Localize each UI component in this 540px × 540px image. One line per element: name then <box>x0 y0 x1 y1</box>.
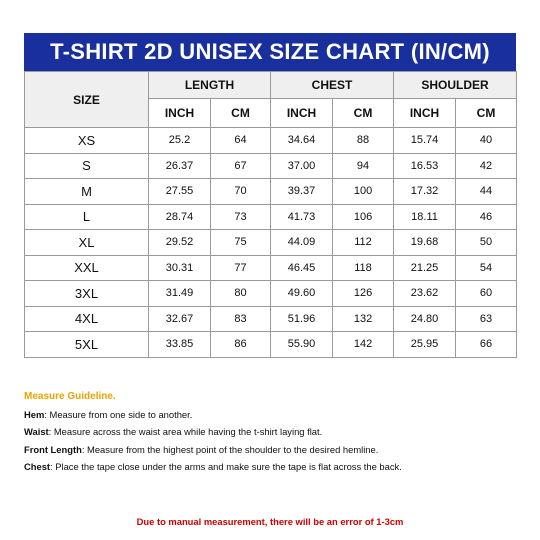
measurement-cell: 41.73 <box>271 204 333 230</box>
table-row <box>25 153 517 179</box>
measurement-cell: 18.11 <box>394 204 456 230</box>
measurement-cell: 39.37 <box>271 179 333 205</box>
measurement-cell: 46.45 <box>271 255 333 281</box>
measurement-cell: 16.53 <box>394 153 456 179</box>
unit-header: CM <box>333 99 394 128</box>
measurement-cell: 67 <box>211 153 271 179</box>
guideline-term: Waist <box>24 426 49 438</box>
measurement-cell: 118 <box>333 255 394 281</box>
guideline-item <box>24 406 524 424</box>
measurement-cell: 142 <box>333 332 394 358</box>
measurement-cell: 34.64 <box>271 128 333 154</box>
measurement-cell: 27.55 <box>149 179 211 205</box>
measurement-cell: 60 <box>456 281 517 307</box>
guideline-item <box>24 458 524 476</box>
size-header: SIZE <box>25 72 149 128</box>
measurement-cell: 44 <box>456 179 517 205</box>
chest-header: CHEST <box>271 72 394 99</box>
table-row <box>25 306 517 332</box>
unit-header: INCH <box>394 99 456 128</box>
measurement-cell: 106 <box>333 204 394 230</box>
measurement-cell: 73 <box>211 204 271 230</box>
unit-header: CM <box>456 99 517 128</box>
table-row <box>25 230 517 256</box>
guideline-term: Hem <box>24 408 45 420</box>
measurement-cell: 26.37 <box>149 153 211 179</box>
table-header-row <box>25 72 517 99</box>
measurement-cell: 94 <box>333 153 394 179</box>
measurement-cell: 126 <box>333 281 394 307</box>
size-cell: 3XL <box>25 281 149 307</box>
measurement-cell: 33.85 <box>149 332 211 358</box>
measurement-cell: 23.62 <box>394 281 456 307</box>
table-row <box>25 179 517 205</box>
size-cell: 5XL <box>25 332 149 358</box>
measurement-cell: 29.52 <box>149 230 211 256</box>
guideline-item <box>24 441 524 459</box>
size-table <box>24 71 517 358</box>
guideline-item <box>24 423 524 441</box>
size-cell: XL <box>25 230 149 256</box>
measurement-cell: 51.96 <box>271 306 333 332</box>
measurement-cell: 83 <box>211 306 271 332</box>
measurement-cell: 15.74 <box>394 128 456 154</box>
unit-header: INCH <box>149 99 211 128</box>
measure-guideline <box>24 388 524 476</box>
measurement-cell: 32.67 <box>149 306 211 332</box>
measurement-cell: 44.09 <box>271 230 333 256</box>
error-note: Due to manual measurement, there will be an error of 1-3cm <box>136 516 404 527</box>
shoulder-header: SHOULDER <box>394 72 517 99</box>
measurement-cell: 64 <box>211 128 271 154</box>
measurement-cell: 24.80 <box>394 306 456 332</box>
guideline-term: Front Length <box>24 443 82 455</box>
table-row <box>25 281 517 307</box>
measurement-cell: 46 <box>456 204 517 230</box>
measurement-cell: 88 <box>333 128 394 154</box>
measurement-cell: 75 <box>211 230 271 256</box>
measurement-cell: 21.25 <box>394 255 456 281</box>
measurement-cell: 66 <box>456 332 517 358</box>
measurement-cell: 63 <box>456 306 517 332</box>
measurement-cell: 80 <box>211 281 271 307</box>
size-cell: XXL <box>25 255 149 281</box>
measurement-cell: 31.49 <box>149 281 211 307</box>
measurement-cell: 28.74 <box>149 204 211 230</box>
unit-header: INCH <box>271 99 333 128</box>
measurement-cell: 70 <box>211 179 271 205</box>
guideline-text: : Place the tape close under the arms and make sure the tape is flat across the back. <box>50 461 402 473</box>
measurement-cell: 40 <box>456 128 517 154</box>
measurement-cell: 37.00 <box>271 153 333 179</box>
measurement-cell: 50 <box>456 230 517 256</box>
length-header: LENGTH <box>149 72 271 99</box>
measurement-cell: 132 <box>333 306 394 332</box>
size-cell: S <box>25 153 149 179</box>
measurement-cell: 30.31 <box>149 255 211 281</box>
size-cell: XS <box>25 128 149 154</box>
measurement-cell: 100 <box>333 179 394 205</box>
chart-title: T-SHIRT 2D UNISEX SIZE CHART (IN/CM) <box>24 33 516 71</box>
size-cell: M <box>25 179 149 205</box>
table-row <box>25 255 517 281</box>
table-row <box>25 204 517 230</box>
measurement-cell: 42 <box>456 153 517 179</box>
guideline-text: : Measure from one side to another. <box>44 408 193 420</box>
measurement-cell: 55.90 <box>271 332 333 358</box>
measurement-cell: 54 <box>456 255 517 281</box>
measurement-cell: 25.95 <box>394 332 456 358</box>
measurement-cell: 17.32 <box>394 179 456 205</box>
measurement-cell: 19.68 <box>394 230 456 256</box>
unit-header: CM <box>211 99 271 128</box>
guideline-title: Measure Guideline. <box>24 391 116 402</box>
size-cell: 4XL <box>25 306 149 332</box>
table-row <box>25 128 517 154</box>
guideline-text: : Measure from the highest point of the shoulder to the desired hemline. <box>81 443 379 455</box>
guideline-text: : Measure across the waist area while having the t-shirt laying flat. <box>48 426 323 438</box>
size-cell: L <box>25 204 149 230</box>
measurement-cell: 77 <box>211 255 271 281</box>
table-row <box>25 332 517 358</box>
measurement-cell: 86 <box>211 332 271 358</box>
measurement-cell: 25.2 <box>149 128 211 154</box>
table-body <box>25 128 517 358</box>
measurement-cell: 112 <box>333 230 394 256</box>
measurement-cell: 49.60 <box>271 281 333 307</box>
guideline-term: Chest <box>24 461 51 473</box>
